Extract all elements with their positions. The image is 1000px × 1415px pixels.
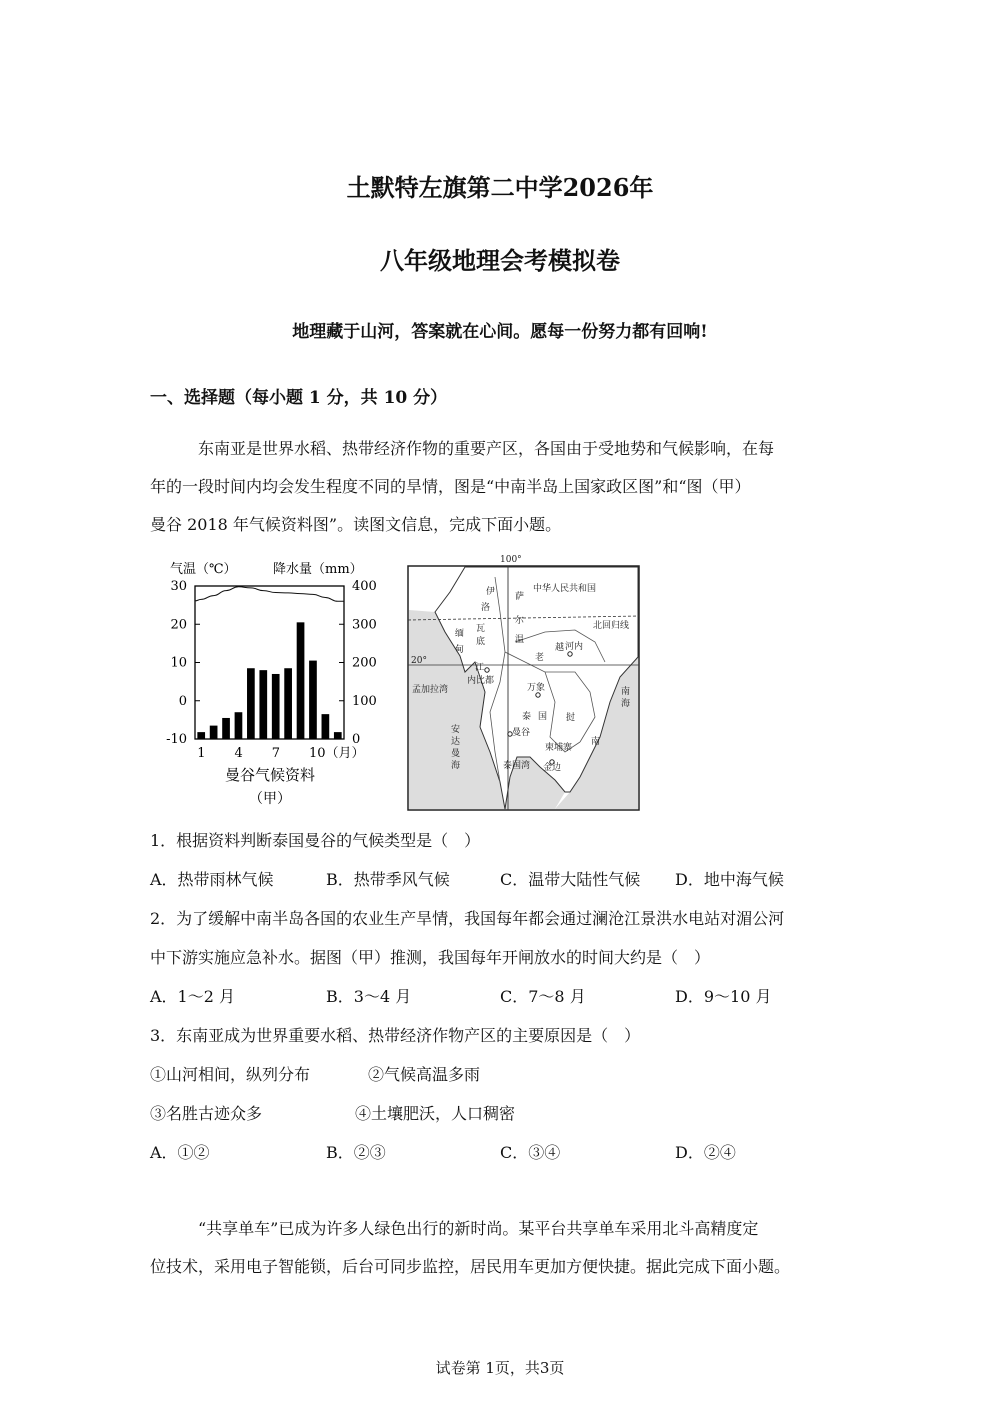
map-label: 挝 [566, 713, 576, 723]
indochina-map [405, 552, 645, 814]
map-label-gulf-of-thailand: 泰国湾 [503, 761, 531, 771]
precip-bar [197, 732, 205, 739]
statement-1: ①山河相间，纵列分布 [150, 1065, 311, 1084]
map-label-bangkok: 曼谷 [512, 728, 531, 738]
precip-bar [272, 674, 280, 739]
map-label: 伊 [486, 587, 496, 597]
map-label-china: 中华人民共和国 [533, 584, 597, 594]
chart-ylabel-left: 气温（℃） [170, 562, 237, 577]
x-tick-label: 10（月） [308, 746, 365, 761]
map-label: 国 [538, 712, 548, 722]
precip-bar [284, 668, 292, 739]
option-d[interactable]: D．②④ [675, 1143, 736, 1162]
map-label: 瓦 [476, 624, 486, 634]
left-tick-label: 30 [170, 579, 187, 594]
option-d[interactable]: D．地中海气候 [675, 870, 784, 889]
svg-text:南海: 南海 [621, 687, 631, 709]
exam-title-line2: 八年级地理会考模拟卷 [380, 246, 620, 275]
tropic-label: 北回归线 [593, 621, 630, 631]
right-tick-label: 0 [352, 732, 361, 747]
map-label: 泰 [522, 712, 532, 722]
parallel-label: 20° [411, 656, 427, 666]
question-3-statements-row1 [150, 1062, 850, 1086]
left-tick-label: 10 [170, 655, 187, 671]
question-3-statements-row2 [150, 1101, 850, 1125]
map-label: 南 [591, 737, 601, 747]
option-a[interactable]: A．1～2 月 [150, 987, 236, 1006]
precip-bar [309, 661, 317, 739]
map-label: 萨 [515, 592, 525, 602]
map-label: 老 [535, 653, 545, 663]
climate-chart [160, 553, 395, 811]
intro-line: 年的一段时间内均会发生程度不同的旱情，图是“中南半岛上国家政区图”和“图（甲） [150, 477, 751, 496]
right-tick-label: 400 [352, 579, 377, 594]
option-a[interactable]: A．热带雨林气候 [150, 870, 274, 889]
map-label: 甸 [455, 645, 465, 655]
map-label: 江 [475, 663, 485, 673]
chart-ylabel-right: 降水量（mm） [273, 562, 363, 577]
page-footer: 试卷第 1页，共3页 [435, 1359, 565, 1377]
question-1-stem: 1．根据资料判断泰国曼谷的气候类型是（ ） [150, 831, 481, 850]
passage-2 [150, 1210, 850, 1286]
section-heading: 一、选择题（每小题 1 分，共 10 分） [150, 388, 448, 408]
left-tick-label: 0 [178, 693, 187, 709]
option-c[interactable]: C．7～8 月 [500, 987, 586, 1006]
option-c[interactable]: C．温带大陆性气候 [500, 870, 641, 889]
question-3-stem: 3．东南亚成为世界重要水稻、热带经济作物产区的主要原因是（ ） [150, 1026, 641, 1045]
map-label: 越 [555, 643, 565, 653]
chart-subtitle: （甲） [249, 791, 291, 807]
passage-line: 位技术，采用电子智能锁，后台可同步监控，居民用车更加方便快捷。据此完成下面小题。 [150, 1257, 791, 1276]
chart-title: 曼谷气候资料 [224, 766, 316, 784]
precip-bar [322, 714, 330, 739]
precip-bar [247, 668, 255, 739]
statement-4: ④土壤肥沃，人口稠密 [355, 1104, 516, 1123]
option-b[interactable]: B．热带季风气候 [326, 870, 450, 889]
precip-bar [210, 726, 218, 739]
map-label-hanoi: 河内 [565, 642, 584, 652]
map-label: 尔 [515, 616, 525, 626]
precip-bar [334, 732, 342, 739]
option-b[interactable]: B．3～4 月 [326, 987, 412, 1006]
map-label: 缅 [455, 629, 465, 639]
intro-line: 东南亚是世界水稻、热带经济作物的重要产区，各国由于受地势和气候影响，在每 [198, 439, 775, 458]
motto: 地理藏于山河，答案就在心间。愿每一份努力都有回响! [292, 322, 708, 342]
right-tick-label: 100 [352, 693, 377, 709]
map-label-phnompenh: 金边 [543, 763, 562, 773]
map-label: 柬埔寨 [545, 743, 573, 753]
precip-bar [222, 718, 230, 739]
precip-bar [297, 622, 305, 739]
question-3-options [150, 1140, 850, 1164]
question-1-options [150, 867, 850, 891]
statement-3: ③名胜古迹众多 [150, 1104, 263, 1123]
statement-2: ②气候高温多雨 [368, 1065, 481, 1084]
map-label: 洛 [481, 603, 491, 613]
precip-bar [259, 670, 267, 739]
right-tick-label: 200 [352, 655, 377, 671]
option-c[interactable]: C．③④ [500, 1143, 561, 1162]
passage-line: “共享单车”已成为许多人绿色出行的新时尚。某平台共享单车采用北斗高精度定 [198, 1219, 759, 1238]
option-b[interactable]: B．②③ [326, 1143, 386, 1162]
x-tick-label: 1 [197, 746, 206, 761]
option-d[interactable]: D．9～10 月 [675, 987, 772, 1006]
map-label-bay-of-bengal: 孟加拉湾 [412, 685, 449, 695]
right-tick-label: 300 [352, 617, 377, 633]
option-a[interactable]: A．①② [150, 1143, 210, 1162]
question-2-stem-line1: 2．为了缓解中南半岛各国的农业生产旱情，我国每年都会通过澜沧江景洪水电站对湄公河 [150, 909, 785, 928]
intro-line: 曼谷 2018 年气候资料图”。读图文信息，完成下面小题。 [150, 515, 562, 534]
x-tick-label: 4 [234, 746, 243, 761]
map-label: 底 [476, 637, 486, 647]
question-2-stem-line2: 中下游实施应急补水。据图（甲）推测，我国每年开闸放水的时间大约是（ ） [150, 948, 711, 967]
x-tick-label: 7 [271, 746, 280, 761]
map-label-vientiane: 万象 [527, 683, 546, 693]
map-label: 温 [515, 635, 525, 645]
left-tick-label: -10 [166, 732, 187, 747]
map-label-naypyidaw: 内比都 [467, 676, 495, 686]
intro-paragraph [150, 430, 850, 544]
svg-text:安达曼海: 安达曼海 [451, 725, 461, 771]
precip-bar [235, 712, 243, 739]
temperature-line [195, 587, 344, 602]
left-tick-label: 20 [170, 617, 187, 633]
exam-title-line1: 土默特左旗第二中学2026年 [346, 173, 654, 202]
question-2-options [150, 984, 850, 1008]
meridian-label: 100° [500, 555, 522, 565]
